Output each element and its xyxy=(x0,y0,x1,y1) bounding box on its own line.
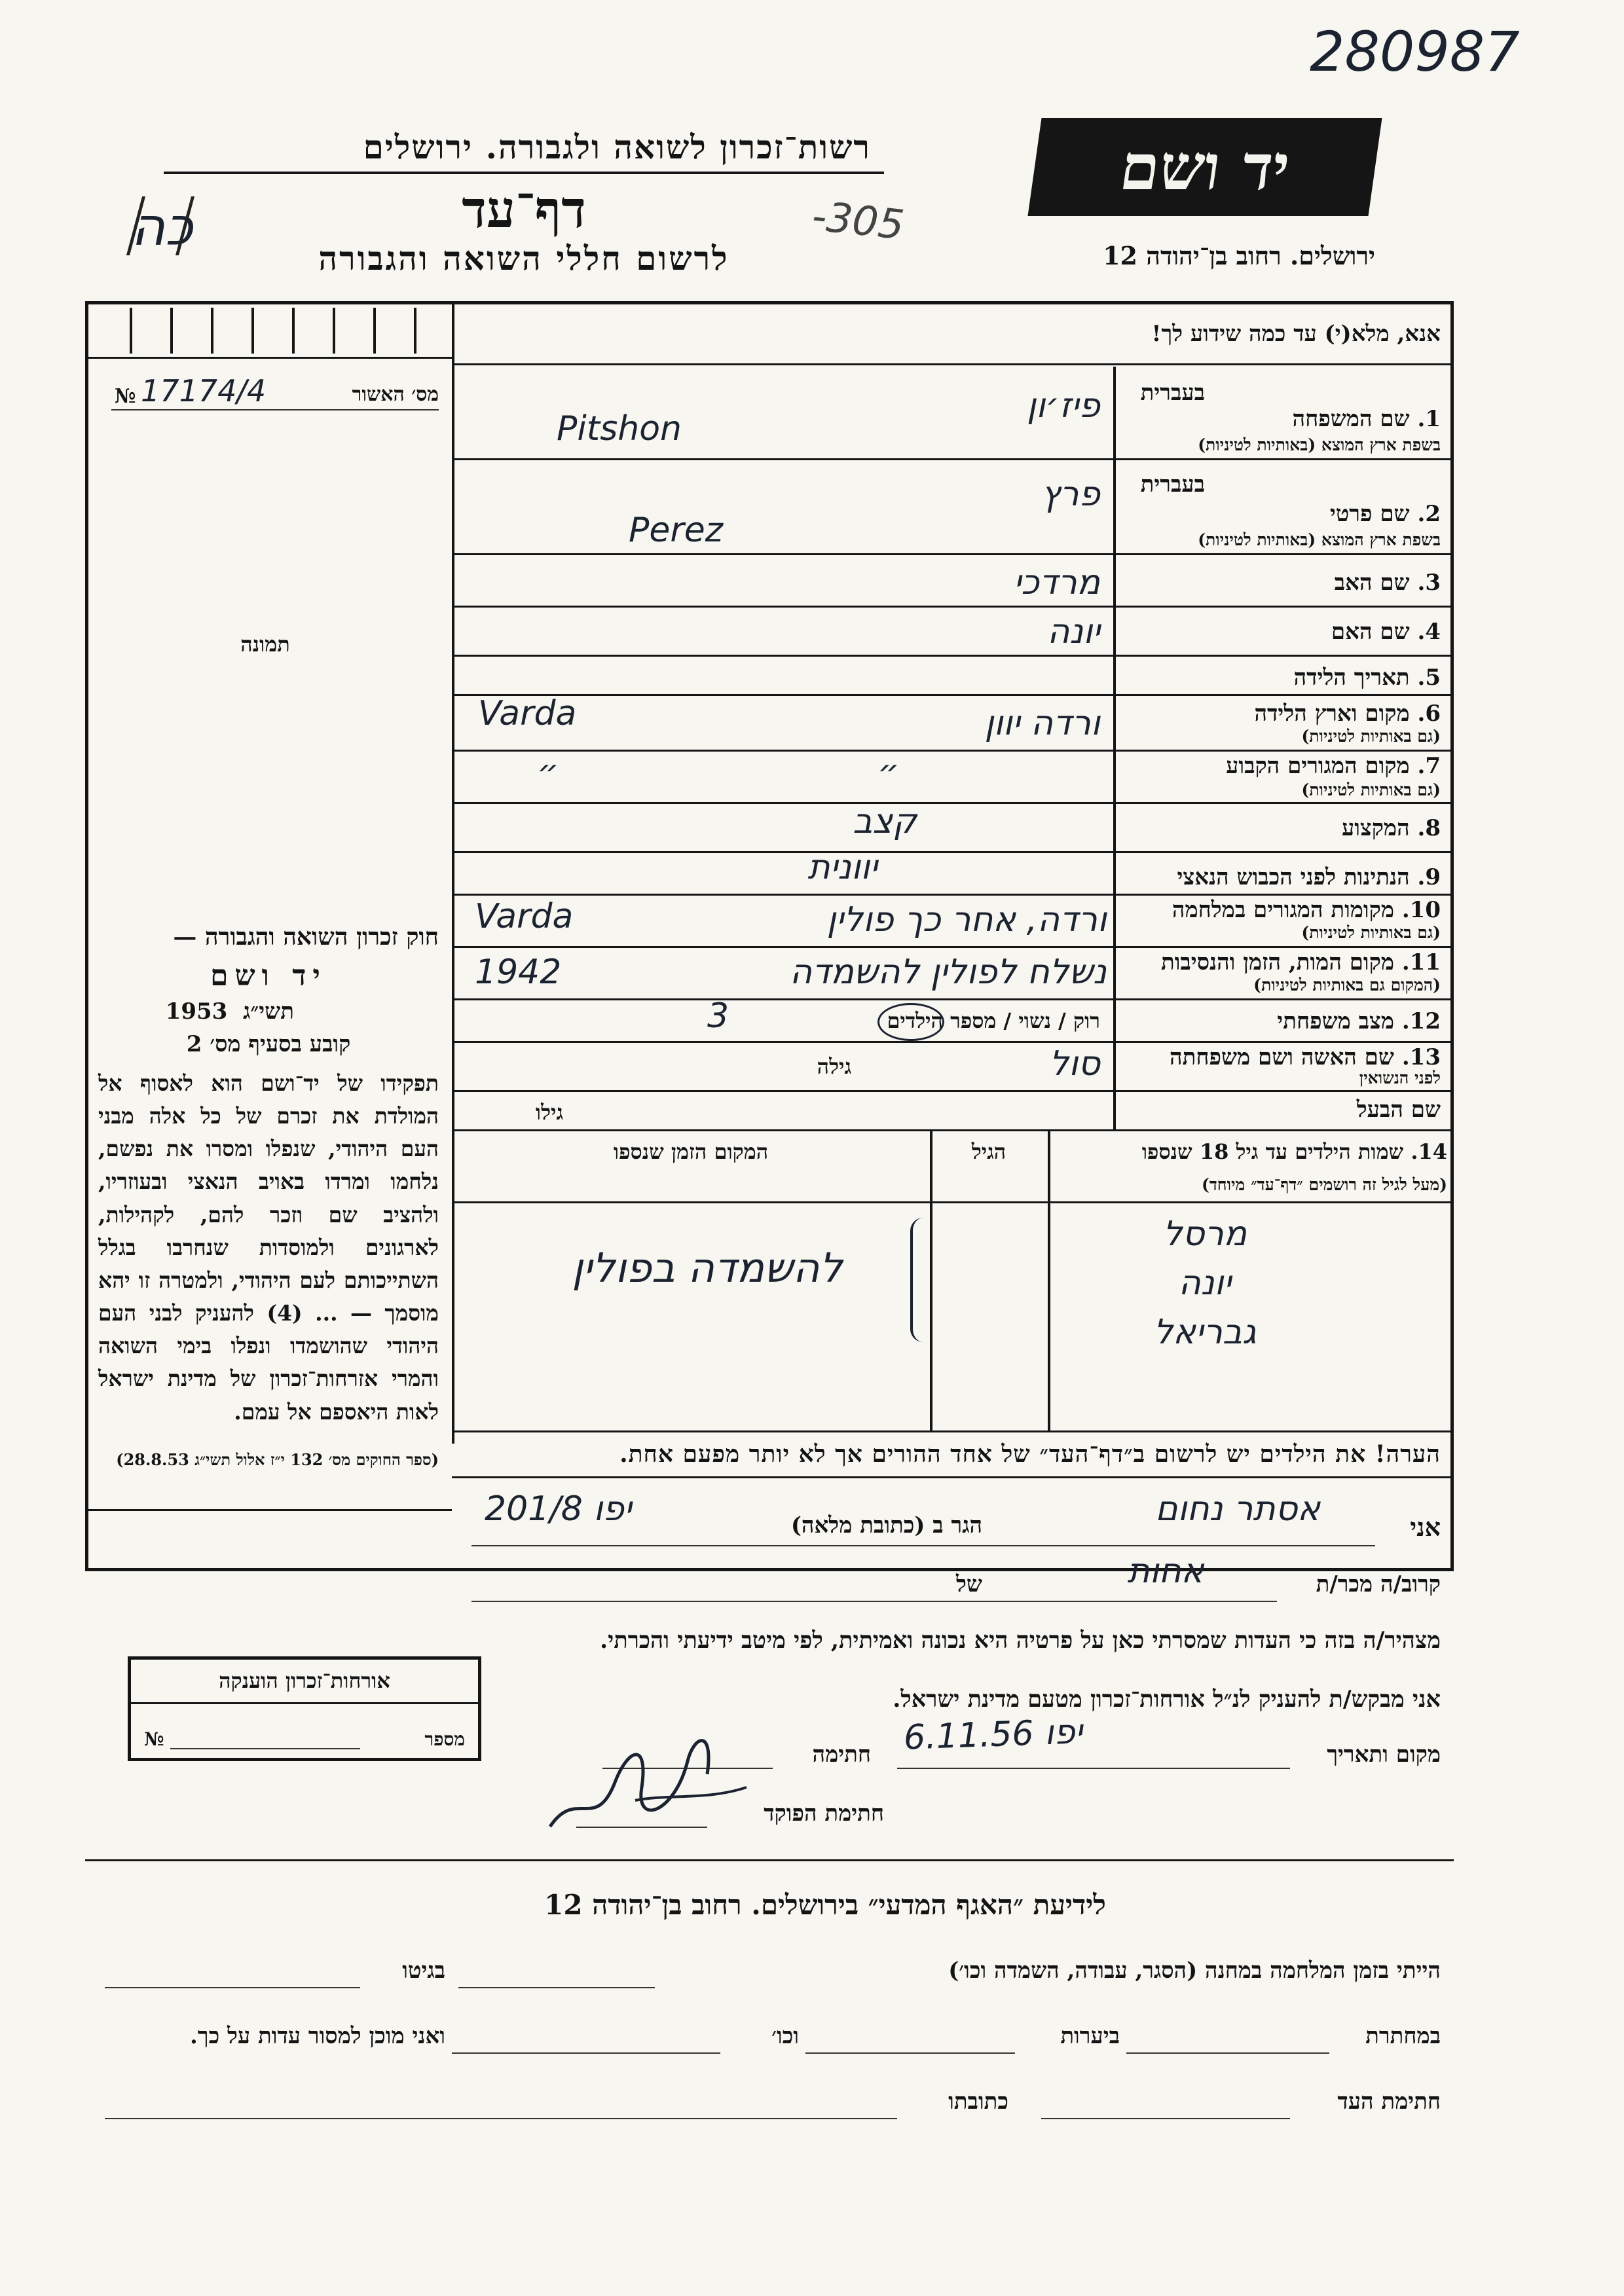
footer-rule-top xyxy=(85,1859,1454,1861)
field-1-latin: Pitshon xyxy=(557,409,682,448)
footer-witness-sig-blank xyxy=(1041,2118,1290,2119)
field-1-hebrew: פיז׳ון xyxy=(1026,386,1100,426)
citizenship-box-rule xyxy=(128,1702,481,1704)
left-column-divider xyxy=(452,301,454,1444)
officer-signature-label: חתימת הפוקד xyxy=(764,1800,884,1827)
children-note: הערה! את הילדים יש לרשום ב״דף־העד״ של אחד ההורים אך לא יותר מפעם אחת. xyxy=(619,1440,1441,1468)
field-8-hebrew: קצב xyxy=(853,802,917,841)
place-date: יפו 6.11.56 xyxy=(903,1712,1084,1758)
certificate-label: מס׳ האשור xyxy=(352,383,439,406)
child-name-2: יונה xyxy=(1178,1264,1232,1303)
row-3-rule xyxy=(452,606,1454,608)
child-name-3: גבריאל xyxy=(1153,1313,1257,1352)
children-label: 14. שמות הילדים עד גיל 18 שנספו xyxy=(1141,1139,1447,1164)
field-13-hebrew: סול xyxy=(1049,1044,1100,1084)
field-2-heb-label: בעברית xyxy=(1140,471,1205,498)
citizenship-number-label: מספר xyxy=(424,1728,465,1750)
certificate-underline xyxy=(111,409,439,410)
row-11-rule xyxy=(452,998,1454,1000)
law-title: חוק זכרון השואה והגבורה — xyxy=(173,923,439,951)
children-age-header: הגיל xyxy=(971,1139,1006,1164)
declarant-residing-label: הגר ב (כתובת מלאה) xyxy=(790,1512,982,1539)
law-source: (ספר החוקים מס׳ 132 י״ז אלול תשי״ג 28.8.53) xyxy=(116,1450,439,1469)
law-year: 1953 xyxy=(165,998,228,1025)
field-7-sub: (גם באותיות לטיניות) xyxy=(1301,780,1441,799)
relation-label: קרוב/ה מכר/ת xyxy=(1316,1571,1441,1597)
photo-label: תמונה xyxy=(240,632,290,657)
signature-label: חתימה xyxy=(812,1741,871,1768)
children-place-note: להשמדה בפולין xyxy=(572,1244,843,1292)
tick-rule xyxy=(85,357,452,359)
field-9-hebrew: יוונית xyxy=(807,848,877,887)
instructions-rule xyxy=(452,363,1454,365)
declarant-address: יפו 201/8 xyxy=(485,1489,632,1529)
field-6-hebrew: ורדה יוון xyxy=(984,704,1100,743)
row-8-rule xyxy=(452,851,1454,853)
field-8-label: 8. המקצוע xyxy=(1341,815,1441,841)
form-title: דף־עד xyxy=(462,180,586,240)
field-7-label: 7. מקום המגורים הקבוע xyxy=(1226,753,1441,779)
wife-age-label: גילה xyxy=(817,1054,851,1079)
footer-address: כתובתו xyxy=(948,2088,1008,2115)
footer-willing: ואני מוכן למסור עדות על כך. xyxy=(190,2023,445,2049)
field-2-hebrew: פרץ xyxy=(1041,475,1100,514)
certificate-number: 17174/4 xyxy=(141,373,267,409)
row-13-rule xyxy=(452,1090,1454,1092)
footer-etc-blank xyxy=(452,2052,720,2054)
field-2-sub: בשפת ארץ המוצא (באותיות לטיניות) xyxy=(1198,530,1441,549)
officer-signature-line xyxy=(576,1827,707,1828)
header-address: ירושלים. רחוב בן־יהודה 12 xyxy=(1103,241,1375,270)
married-circle xyxy=(877,1003,944,1041)
footer-underground-blank xyxy=(1126,2052,1329,2054)
request-text: אני מבקש/ת להעניק לנ״ל אורחות־זכרון מטעם מדינת ישראל. xyxy=(893,1686,1441,1713)
husband-age-label: גילו xyxy=(535,1100,563,1125)
field-7-hebrew: ״ xyxy=(877,753,900,792)
field-10-latin: Varda xyxy=(475,897,574,936)
field-10-sub: (גם באותיות לטיניות) xyxy=(1301,923,1441,942)
law-body: תפקידו של יד־ושם הוא לאסוף אל המולדת את זכרם של כל אלה מבני העם היהודי, שנפלו ומסרו את נפשם, נלחמו ומרדו באויב הנאצי ובעוזריו, ולהציב שם וזכר להם, לקהילות, לארגונים ולמוסדות שנחרבו בגלל השתייכותם לעם היהודי, ולמטרה זו יהא מוסמך — ... (4) להעניק לבני העם היהודי שהושמדו ונפלו בימי השואה והמרי אזרחות־זכרון של מדינת ישראל לאות היאספם אל עמם. xyxy=(98,1070,439,1425)
children-header-rule xyxy=(452,1201,1454,1203)
left-column-bottom xyxy=(85,1509,452,1511)
certificate-no-sign: № xyxy=(115,385,136,408)
form-subtitle: לרשום חללי השואה והגבורה xyxy=(318,239,729,278)
footer-witness-sig: חתימת העד xyxy=(1337,2088,1441,2115)
authority-line: רשות־זכרון לשואה ולגבורה. ירושלים xyxy=(363,128,871,166)
field-1-sub: בשפת ארץ המוצא (באותיות לטיניות) xyxy=(1198,435,1441,454)
footer-ghetto-blank xyxy=(105,1987,360,1988)
place-date-line xyxy=(897,1768,1290,1769)
field-3-label: 3. שם האב xyxy=(1334,570,1441,596)
footer-etc: וכו׳ xyxy=(771,2023,799,2049)
field-11-hebrew: נשלח לפולין להשמדה xyxy=(790,953,1107,992)
header-rule-top xyxy=(164,172,884,174)
children-count: 3 xyxy=(707,996,729,1036)
row-6-rule xyxy=(452,750,1454,752)
law-name: יד ושם xyxy=(210,959,327,993)
row-12-rule xyxy=(452,1041,1454,1043)
row-7-rule xyxy=(452,802,1454,804)
field-12-label: 12. מצב משפחתי xyxy=(1277,1008,1441,1034)
field-11-year: 1942 xyxy=(475,953,562,992)
declarant-line-1 xyxy=(471,1545,1375,1546)
footer-title: לידיעת ״האגף המדעי״ בירושלים. רחוב בן־יהודה 12 xyxy=(544,1889,1106,1921)
citizenship-box-title: אורחות־זכרון הוענקה xyxy=(219,1668,390,1693)
field-9-label: 9. הנתינות לפני הכבוש הנאצי xyxy=(1177,864,1441,890)
field-3-hebrew: מרדכי xyxy=(1013,563,1100,602)
children-brace xyxy=(910,1218,932,1342)
yad-vashem-logo: יד ושם xyxy=(1027,118,1382,216)
place-date-label: מקום ותאריך xyxy=(1327,1741,1441,1768)
declarant-name: אסתר נחום xyxy=(1154,1489,1321,1529)
field-4-label: 4. שם האם xyxy=(1331,619,1441,645)
footer-ghetto: בגיטו xyxy=(402,1958,445,1984)
declaration-text: מצהיר/ה בזה כי העדות שמסרתי כאן על פרטיה היא נכונה ואמיתית, לפי מיטב ידיעתי והכרתי. xyxy=(600,1627,1441,1654)
field-6-sub: (גם באותיות לטיניות) xyxy=(1301,727,1441,746)
field-1-heb-label: בעברית xyxy=(1140,380,1205,406)
of-label: של xyxy=(956,1571,982,1597)
row-2-rule xyxy=(452,553,1454,555)
law-section: קובע בסעיף מס׳ 2 xyxy=(186,1031,351,1057)
row-9-rule xyxy=(452,894,1454,896)
field-6-label: 6. מקום וארץ הלידה xyxy=(1254,701,1441,727)
citizenship-no-sign: № xyxy=(144,1728,164,1750)
footer-line-1: הייתי בזמן המלחמה במחנה (הסגר, עבודה, השמדה וכו׳) xyxy=(948,1958,1441,1984)
archive-number: 280987 xyxy=(1310,20,1520,84)
children-bottom-rule xyxy=(452,1430,1454,1432)
footer-address-blank xyxy=(105,2118,897,2119)
row-1-rule xyxy=(452,458,1454,460)
stamped-number: -305 xyxy=(809,191,907,249)
footer-forests-blank xyxy=(805,2052,1015,2054)
footer-line-1-blank xyxy=(458,1987,655,1988)
row-10-rule xyxy=(452,946,1454,948)
relation-value: אחות xyxy=(1127,1552,1204,1591)
law-year-heb: תשי״ג xyxy=(243,998,294,1025)
footer-underground: במחתרת xyxy=(1365,2023,1441,2049)
row-5-rule xyxy=(452,694,1454,696)
row-husband-rule xyxy=(452,1129,1454,1131)
children-sub: (מעל לגיל זה רושמים ״דף־עד״ מיוחד) xyxy=(1201,1175,1447,1194)
row-4-rule xyxy=(452,655,1454,657)
field-1-label: 1. שם המשפחה xyxy=(1292,406,1441,432)
citizenship-number-line xyxy=(170,1748,360,1749)
children-place-header: המקום הזמן שנספו xyxy=(613,1139,769,1164)
field-10-hebrew: ורדה, אחר כך פולין xyxy=(826,900,1107,939)
tick-marks xyxy=(92,308,449,354)
field-13-sub: לפני הנשואין xyxy=(1359,1068,1441,1087)
note-rule xyxy=(452,1476,1454,1478)
field-6-latin: Varda xyxy=(478,694,577,733)
husband-label: שם הבעל xyxy=(1356,1097,1441,1123)
instructions: אנא, מלא(י) עד כמה שידוע לך! xyxy=(1151,321,1441,347)
declarant-i-label: אני xyxy=(1410,1512,1441,1542)
field-11-label: 11. מקום המות, הזמן והנסיבות xyxy=(1160,949,1441,975)
children-col-1 xyxy=(1048,1129,1050,1430)
declarant-line-2 xyxy=(471,1601,1277,1602)
signature-stroke-2 xyxy=(635,1787,747,1800)
field-2-latin: Perez xyxy=(629,511,724,550)
corner-mark: כה xyxy=(131,196,193,257)
marital-options: רוק / נשוי / מספר הילדים xyxy=(887,1008,1100,1033)
child-name-1: מרסל xyxy=(1163,1214,1247,1254)
footer-forests: ביערות xyxy=(1060,2023,1120,2049)
field-10-label: 10. מקומות המגורים במלחמה xyxy=(1172,897,1441,923)
field-2-label: 2. שם פרטי xyxy=(1329,501,1441,527)
label-column-divider xyxy=(1113,367,1116,1129)
field-7-hebrew-2: ״ xyxy=(537,753,559,792)
signature-stroke-1 xyxy=(550,1741,709,1827)
field-13-label: 13. שם האשה ושם משפחתה xyxy=(1170,1044,1441,1070)
field-11-sub: (המקום גם באותיות לטיניות) xyxy=(1253,975,1441,994)
field-4-hebrew: יונה xyxy=(1047,612,1100,651)
field-5-label: 5. תאריך הלידה xyxy=(1293,665,1441,691)
